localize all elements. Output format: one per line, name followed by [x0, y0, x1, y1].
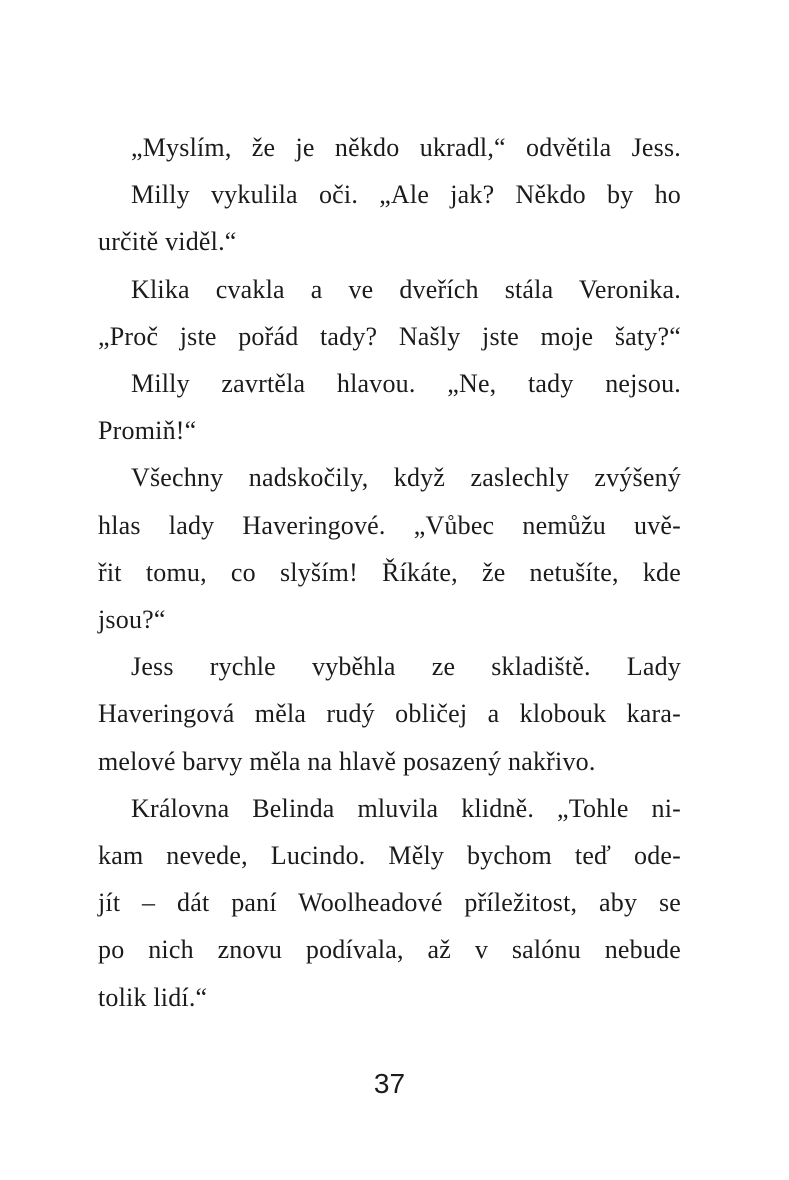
text-line: hlas lady Haveringové. „Vůbec nemůžu uvě- — [98, 510, 681, 540]
text-line: Milly vykulila oči. „Ale jak? Někdo by ho — [131, 180, 681, 210]
text-line: Klika cvakla a ve dveřích stála Veronika. — [131, 274, 681, 304]
text-line: melové barvy měla na hlavě posazený nakřivo. — [98, 746, 596, 776]
text-line: tolik lidí.“ — [98, 982, 208, 1012]
text-line: Promiň!“ — [98, 416, 197, 446]
text-line: Jess rychle vyběhla ze skladiště. Lady — [131, 652, 681, 682]
text-line: Milly zavrtěla hlavou. „Ne, tady nejsou. — [131, 369, 681, 399]
text-line: „Proč jste pořád tady? Našly jste moje šaty?“ — [98, 321, 681, 351]
text-line: Haveringová měla rudý obličej a klobouk kara- — [98, 699, 681, 729]
body-text — [98, 124, 681, 1021]
text-line: jít – dát paní Woolheadové příležitost, aby se — [98, 888, 681, 918]
text-line: po nich znovu podívala, až v salónu nebude — [98, 935, 681, 965]
text-line: Královna Belinda mluvila klidně. „Tohle ni- — [131, 793, 681, 823]
text-line: „Myslím, že je někdo ukradl,“ odvětila Jess. — [131, 133, 681, 162]
text-line: Všechny nadskočily, když zaslechly zvýšený — [131, 463, 681, 493]
text-line: kam nevede, Lucindo. Měly bychom teď ode- — [98, 841, 681, 871]
text-line: jsou?“ — [98, 605, 166, 635]
page-number: 37 — [373, 1068, 406, 1099]
text-line: určitě viděl.“ — [98, 227, 237, 257]
text-line: řit tomu, co slyším! Říkáte, že netušíte, kde — [98, 557, 681, 587]
